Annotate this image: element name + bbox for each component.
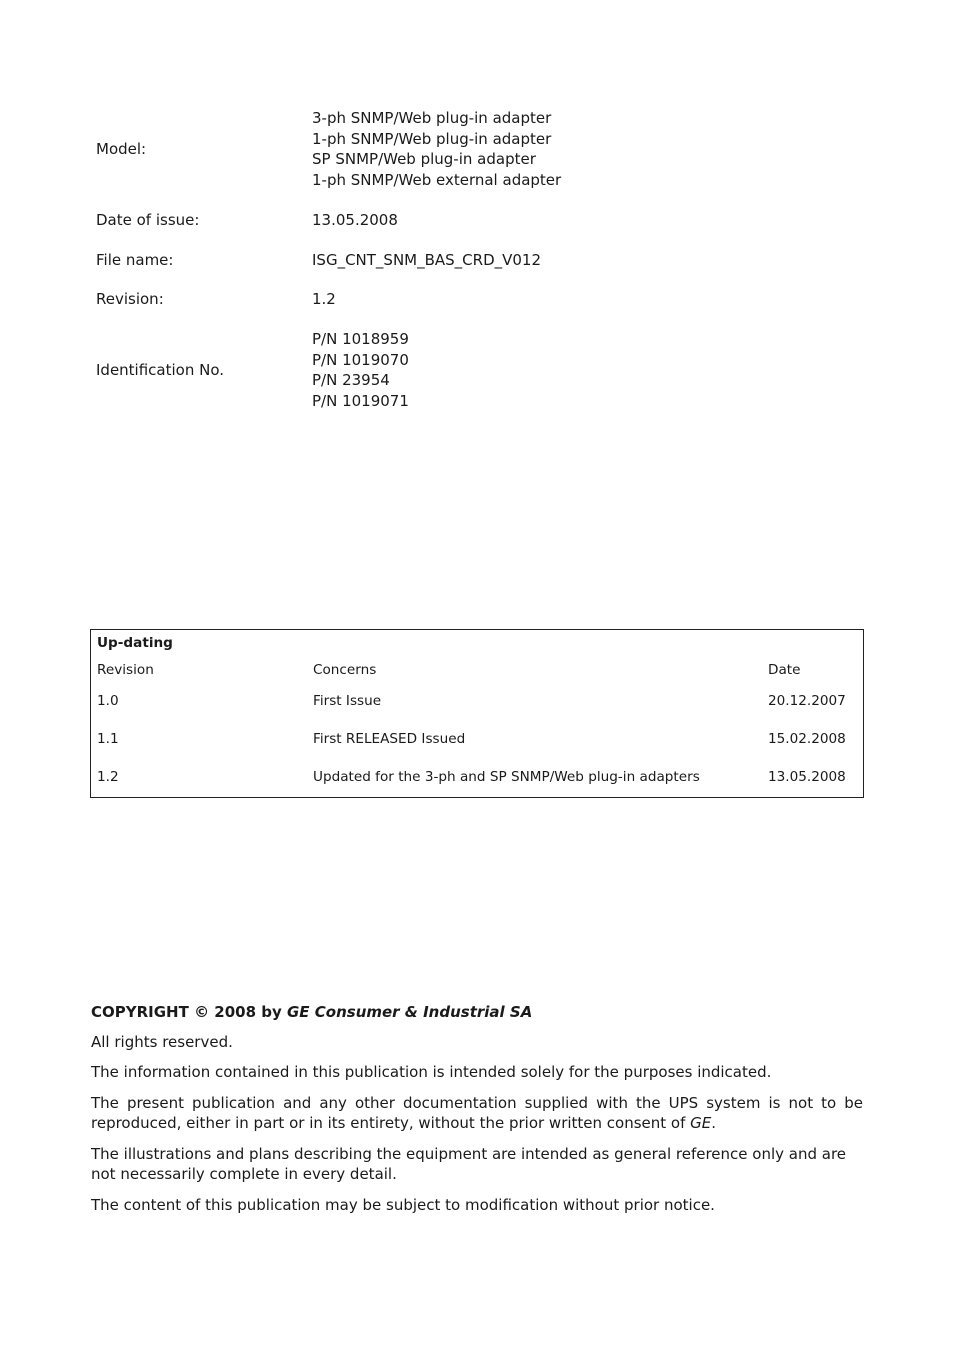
updating-title: Up-dating [97,635,173,651]
table-row [91,731,863,751]
identification-label: Identification No. [96,360,225,379]
model-row [96,108,796,191]
document-info-table [96,108,796,412]
row-concerns: Updated for the 3-ph and SP SNMP/Web plug-in adapters [313,769,700,785]
revision-label: Revision: [96,290,164,309]
model-line: 1-ph SNMP/Web external adapter [312,171,562,190]
identification-row [96,329,796,412]
model-value [312,108,796,191]
copyright-prefix: COPYRIGHT © 2008 by [91,1003,287,1021]
header-date: Date [768,662,801,678]
date-label: Date of issue: [96,210,200,229]
illustrations-statement: The illustrations and plans describing the equipment are intended as general reference only and are not necessarily complete in every detail. [91,1144,847,1183]
modification-statement: The content of this publication may be subject to modification without prior notice. [91,1195,715,1214]
identification-value [312,329,796,412]
date-value: 13.05.2008 [312,210,398,229]
row-date: 15.02.2008 [768,731,846,747]
model-line: 1-ph SNMP/Web plug-in adapter [312,129,552,148]
model-line: SP SNMP/Web plug-in adapter [312,150,536,169]
purpose-statement: The information contained in this publication is intended solely for the purposes indicated. [91,1063,772,1081]
reproduction-text: The present publication and any other documentation supplied with the UPS system is not to be reproduced, either in part or in its entirety, without the prior written consent of [91,1093,863,1132]
file-row [96,250,796,271]
row-revision: 1.1 [97,731,119,747]
reproduction-company: GE [690,1114,712,1132]
file-value: ISG_CNT_SNM_BAS_CRD_V012 [312,250,542,269]
copyright-section [91,1002,863,1225]
copyright-title [91,1002,863,1023]
model-line: 3-ph SNMP/Web plug-in adapter [312,109,552,127]
part-number: P/N 1018959 [312,329,409,348]
rights-statement: All rights reserved. [91,1032,233,1051]
revision-row [96,289,796,310]
row-date: 13.05.2008 [768,769,846,785]
row-concerns: First Issue [313,693,382,709]
part-number: P/N 23954 [312,371,390,390]
header-concerns: Concerns [313,662,377,678]
row-revision: 1.0 [97,693,119,709]
updating-header-row [91,662,863,682]
row-revision: 1.2 [97,769,119,785]
header-revision: Revision [97,662,154,678]
copyright-company: GE Consumer & Industrial SA [287,1003,533,1021]
file-label: File name: [96,250,174,269]
reproduction-end: . [711,1114,717,1132]
part-number: P/N 1019070 [312,350,409,369]
date-row [96,210,796,231]
revision-value: 1.2 [312,290,336,309]
updating-table [90,629,864,798]
row-date: 20.12.2007 [768,693,846,709]
table-row [91,769,863,789]
reproduction-statement [91,1093,863,1134]
model-label: Model: [96,140,147,159]
table-row [91,693,863,713]
row-concerns: First RELEASED Issued [313,731,466,747]
part-number: P/N 1019071 [312,392,409,411]
